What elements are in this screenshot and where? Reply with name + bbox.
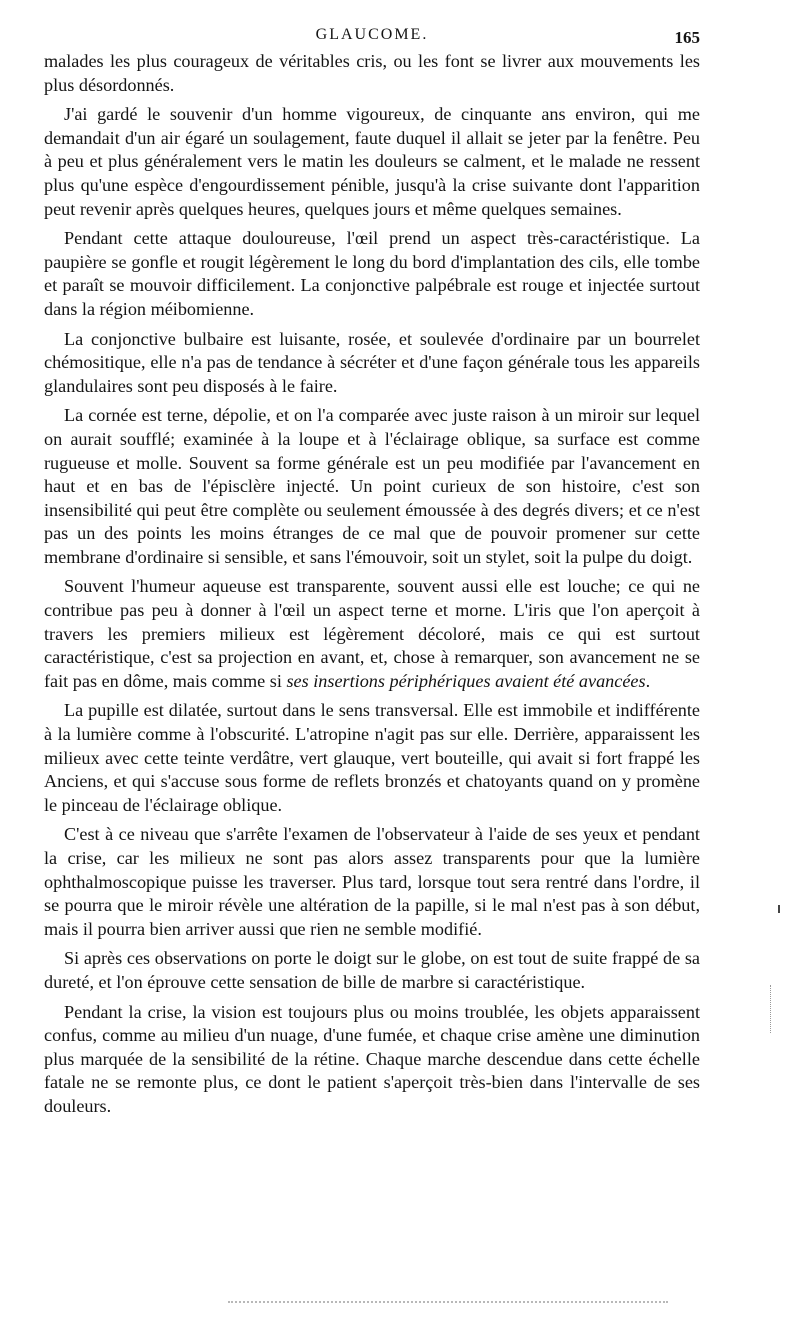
- paragraph-6-text: Souvent l'humeur aqueuse est transparente, souvent aussi elle est louche; ce qui ne contribue pas peu à donner à l'œil un aspect terne et morne. L'iris que l'on aperçoit à travers les premiers milieux est légèrement décoloré, mais ce qui est surtout caractéristique, c'est sa projection en avant, et, chose à remarquer, son avancement ne se fait pas en dôme, mais comme si: [44, 576, 700, 691]
- paragraph-6-italic: ses insertions périphériques avaient été avancées: [286, 670, 646, 691]
- paragraph-4: La conjonctive bulbaire est luisante, rosée, et soulevée d'ordinaire par un bourrelet chémositique, elle n'a pas de tendance à sécréter et d'une façon générale tous les appareils glandulaires sont peu disposés à le faire.: [44, 328, 700, 396]
- page-number: 165: [674, 28, 700, 47]
- paragraph-9: Si après ces observations on porte le doigt sur le globe, on est tout de suite frappé de sa dureté, et l'on éprouve cette sensation de bille de marbre si caractéristique.: [44, 948, 700, 992]
- paragraph-2: J'ai gardé le souvenir d'un homme vigoureux, de cinquante ans environ, qui me demandait d'un air égaré un soulagement, faute duquel il allait se jeter par la fenêtre. Peu à peu et plus généralement vers le matin les douleurs se calment, et le malade ne ressent plus qu'une espèce d'engourdissement pénible, jusqu'à la crise suivante dont l'apparition peut revenir après quelques heures, quelques jours et même quelques semaines.: [44, 104, 700, 219]
- paragraph-1: malades les plus courageux de véritables cris, ou les font se livrer aux mouvements les plus désordonnés.: [44, 51, 700, 95]
- paragraph-10: Pendant la crise, la vision est toujours plus ou moins troublée, les objets apparaissent confus, comme au milieu d'un nuage, d'une fumée, et chaque crise amène une diminution plus marquée de la sensibilité de la rétine. Chaque marche descendue dans cette échelle fatale ne se remonte plus, ce dont le patient s'aperçoit très-bien dans l'intervalle de ses douleurs.: [44, 1001, 700, 1116]
- paragraph-8: C'est à ce niveau que s'arrête l'examen de l'observateur à l'aide de ses yeux et pendant la crise, car les milieux ne sont pas alors assez transparents pour que la lumière ophthalmoscopique puisse les traverser. Plus tard, lorsque tout sera rentré dans l'ordre, il se pourra que le miroir révèle une altération de la papille, si le mal n'est pas à son début, mais il pourra bien arriver aussi que rien ne semble modifié.: [44, 824, 700, 939]
- paragraph-7: La pupille est dilatée, surtout dans le sens transversal. Elle est immobile et indifférente à la lumière comme à l'obscurité. L'atropine n'agit pas sur elle. Derrière, apparaissent les milieux avec cette teinte verdâtre, vert glauque, vert bouteille, qui avait si fort frappé les Anciens, et qui s'accuse sous forme de reflets bronzés et chatoyants quand on y promène le pinceau de l'éclairage oblique.: [44, 700, 700, 815]
- paragraph-5: La cornée est terne, dépolie, et on l'a comparée avec juste raison à un miroir sur lequel on aurait soufflé; examinée à la loupe et à l'éclairage oblique, sa surface est comme rugueuse et molle. Souvent sa forme générale est un peu modifiée par l'avancement en haut et en bas de l'épisclère injecté. Un point curieux de son histoire, c'est son insensibilité qui peut être complète ou seulement émoussée à des degrés divers; et ce n'est pas un des points les moins étranges de ce mal que de pouvoir promener sur cette membrane d'ordinaire si sensible, et sans l'émouvoir, soit un stylet, soit la pulpe du doigt.: [44, 405, 700, 567]
- paragraph-3: Pendant cette attaque douloureuse, l'œil prend un aspect très-caractéristique. La paupière se gonfle et rougit légèrement le long du bord d'implantation des cils, elle tombe et paraît se mouvoir difficilement. La conjonctive palpébrale est rouge et injectée surtout dans la région méibomienne.: [44, 228, 700, 319]
- running-head: [44, 26, 700, 50]
- margin-scan-mark: [770, 985, 773, 1033]
- body-text: [44, 50, 700, 1125]
- paragraph-6-tail: .: [645, 670, 651, 691]
- running-title: GLAUCOME.: [315, 26, 429, 43]
- bottom-bleed-through-line: [228, 1301, 668, 1303]
- margin-speck: [778, 905, 780, 913]
- paragraph-6: [44, 575, 700, 693]
